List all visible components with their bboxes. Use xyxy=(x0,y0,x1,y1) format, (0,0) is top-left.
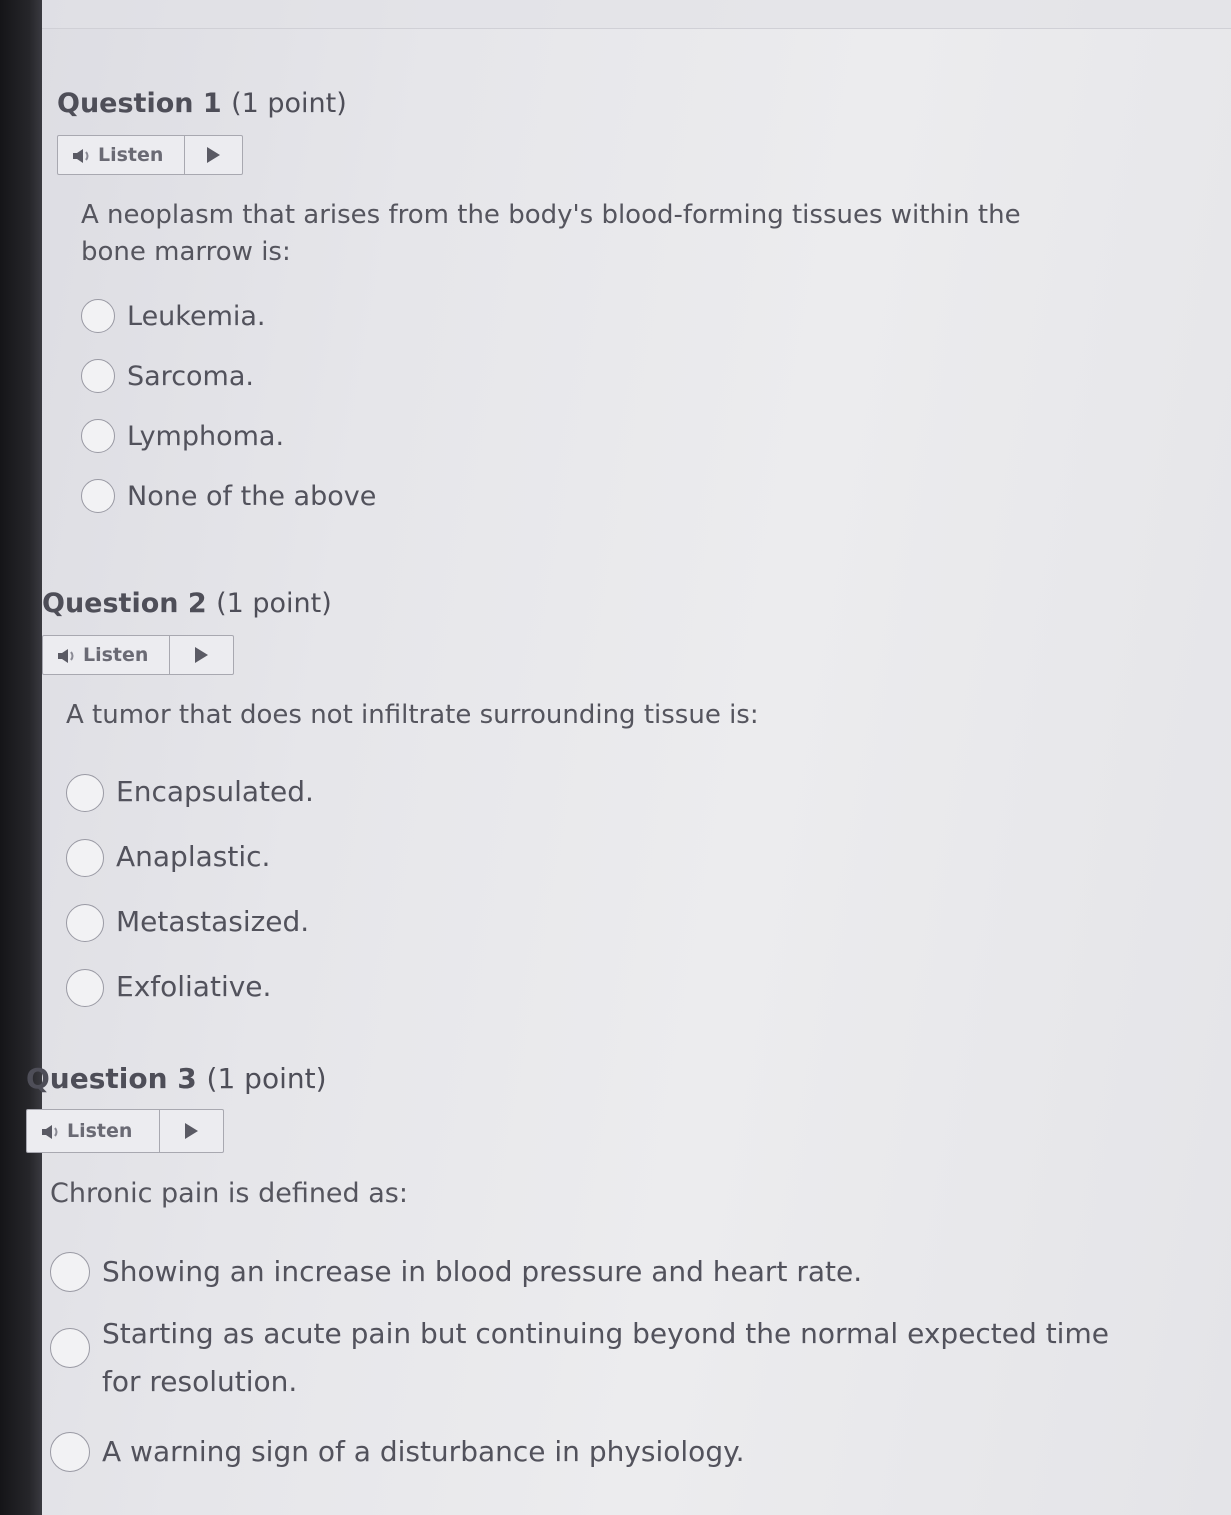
option-label: Leukemia. xyxy=(127,301,266,332)
listen-control xyxy=(57,135,243,175)
listen-control xyxy=(42,635,234,675)
answer-option[interactable] xyxy=(81,299,1157,335)
page-top-bar xyxy=(42,0,1231,29)
question-number: Question 1 xyxy=(57,88,222,119)
radio-button[interactable] xyxy=(81,419,115,453)
answer-option[interactable] xyxy=(81,479,1157,515)
radio-button[interactable] xyxy=(50,1328,90,1368)
radio-button[interactable] xyxy=(66,904,104,942)
answer-option[interactable] xyxy=(66,774,1142,812)
listen-button[interactable] xyxy=(58,136,185,174)
radio-button[interactable] xyxy=(81,299,115,333)
radio-button[interactable] xyxy=(50,1252,90,1292)
listen-button[interactable] xyxy=(27,1110,160,1152)
question-number: Question 2 xyxy=(42,588,207,619)
option-label: None of the above xyxy=(127,481,377,512)
speaker-icon xyxy=(72,147,92,163)
option-label: Metastasized. xyxy=(116,905,310,938)
radio-button[interactable] xyxy=(50,1432,90,1472)
option-label: Starting as acute pain but continuing beyond the normal expected time for resolution. xyxy=(102,1317,1109,1398)
answer-option[interactable] xyxy=(81,359,1157,395)
answer-option[interactable] xyxy=(50,1432,1176,1472)
question-text: Chronic pain is defined as: xyxy=(50,1178,408,1209)
speaker-icon xyxy=(41,1123,61,1139)
speaker-icon xyxy=(57,647,77,663)
option-label: A warning sign of a disturbance in physiology. xyxy=(102,1435,745,1468)
answer-option[interactable] xyxy=(66,839,1142,877)
answer-option[interactable] xyxy=(66,969,1142,1007)
radio-button[interactable] xyxy=(81,359,115,393)
answer-options xyxy=(50,1252,1176,1472)
question-number: Question 3 xyxy=(26,1062,197,1095)
play-button[interactable] xyxy=(170,636,233,674)
radio-button[interactable] xyxy=(66,774,104,812)
option-label: Anaplastic. xyxy=(116,840,271,873)
answer-option[interactable] xyxy=(50,1310,1150,1406)
question-points: (1 point) xyxy=(206,1062,327,1095)
question-1 xyxy=(57,88,1157,515)
listen-button[interactable] xyxy=(43,636,170,674)
answer-option[interactable] xyxy=(66,904,1142,942)
answer-options xyxy=(81,299,1157,515)
option-label: Exfoliative. xyxy=(116,970,272,1003)
play-button[interactable] xyxy=(185,136,242,174)
question-points: (1 point) xyxy=(231,88,347,119)
radio-button[interactable] xyxy=(66,969,104,1007)
play-icon xyxy=(207,147,220,163)
answer-option[interactable] xyxy=(81,419,1157,455)
option-label: Lymphoma. xyxy=(127,421,285,452)
radio-button[interactable] xyxy=(81,479,115,513)
play-icon xyxy=(195,647,208,663)
play-icon xyxy=(185,1123,198,1139)
question-2 xyxy=(42,588,1142,1007)
play-button[interactable] xyxy=(160,1110,223,1152)
question-text: A neoplasm that arises from the body's blood-forming tissues within the bone marrow is: xyxy=(81,200,1021,267)
question-title xyxy=(42,588,1142,619)
question-points: (1 point) xyxy=(216,588,332,619)
option-label: Showing an increase in blood pressure and heart rate. xyxy=(102,1255,863,1288)
listen-control xyxy=(26,1109,224,1153)
question-title xyxy=(26,1062,1176,1095)
question-title xyxy=(57,88,1157,119)
answer-option[interactable] xyxy=(50,1252,1176,1292)
option-label: Encapsulated. xyxy=(116,775,314,808)
radio-button[interactable] xyxy=(66,839,104,877)
listen-label: Listen xyxy=(67,1120,133,1142)
listen-label: Listen xyxy=(83,644,149,666)
answer-options xyxy=(66,774,1142,1007)
question-text: A tumor that does not infiltrate surrounding tissue is: xyxy=(66,700,759,730)
question-3 xyxy=(26,1062,1176,1472)
option-label: Sarcoma. xyxy=(127,361,254,392)
listen-label: Listen xyxy=(98,144,164,166)
